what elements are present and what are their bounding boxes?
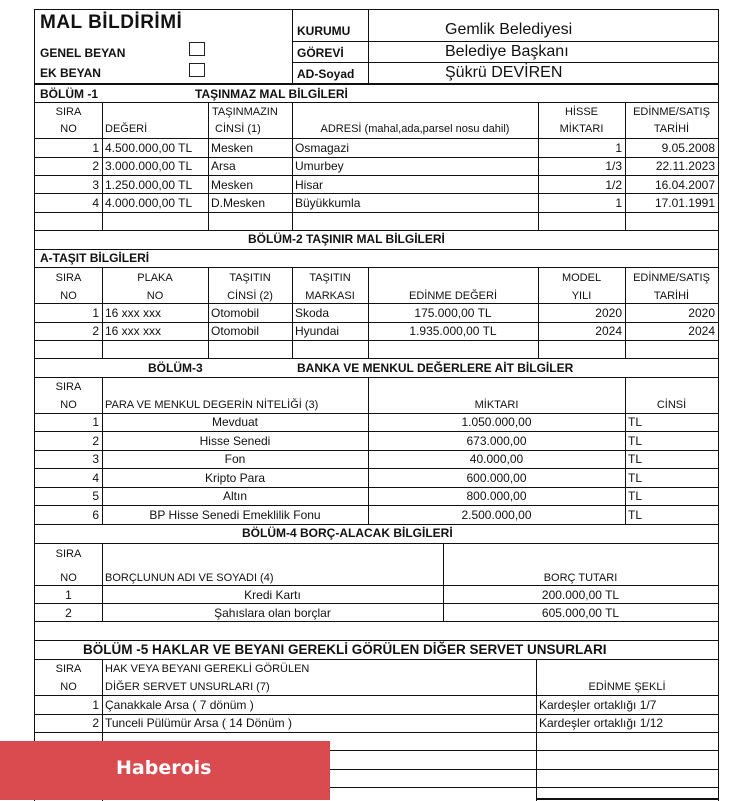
b2-row-no: 2 (92, 324, 99, 338)
b1-row-cinsi: D.Mesken (211, 196, 266, 210)
tasit-subtitle: A-TAŞIT BİLGİLERİ (40, 251, 150, 265)
kurumu-value: Gemlik Belediyesi (445, 21, 573, 38)
ek-beyan-label: EK BEYAN (40, 66, 101, 80)
b2-row-model: 2020 (595, 306, 622, 320)
b3-row-no: 2 (92, 434, 99, 448)
b1-row-no: 3 (92, 178, 99, 192)
b2-marka-header-1: TAŞITIN (309, 272, 351, 284)
genel-beyan-label: GENEL BEYAN (40, 46, 126, 60)
b5-row-no: 1 (92, 698, 99, 712)
gorevi-value: Belediye Başkanı (445, 43, 569, 60)
b3-no-header: NO (60, 399, 77, 411)
b2-row-plaka: 16 xxx xxx (105, 306, 162, 320)
b2-deger-header: EDİNME DEĞERİ (408, 290, 497, 302)
b2-tarih-header-2: TARİHİ (653, 290, 690, 302)
b1-row-tarih: 16.04.2007 (654, 178, 715, 192)
b2-marka-header-2: MARKASI (305, 290, 355, 302)
b5-sira-header: SIRA (55, 663, 82, 675)
bolum5-title: BÖLÜM -5 HAKLAR VE BEYANI GEREKLİ GÖRÜLEN DİĞER SERVET UNSURLARI (83, 642, 607, 657)
b2-row-marka: Hyundai (295, 324, 340, 338)
b3-row-nitelik: Fon (224, 452, 246, 466)
bolum3-title: BANKA VE MENKUL DEĞERLERE AİT BİLGİLER (297, 361, 574, 375)
b1-row-cinsi: Mesken (211, 178, 254, 192)
b3-row-no: 6 (92, 508, 99, 522)
b1-no-header: NO (60, 123, 77, 135)
b4-tutar-header: BORÇ TUTARI (543, 572, 618, 584)
b3-row-cinsi: TL (628, 415, 643, 429)
b1-row-degeri: 4.500.000,00 TL (105, 141, 193, 155)
form-title: MAL BİLDİRİMİ (40, 12, 183, 33)
b2-model-header-2: YILI (571, 290, 592, 302)
b5-row-sekil: Kardeşler ortaklığı 1/7 (539, 698, 657, 712)
b2-plaka-header-1: PLAKA (137, 272, 173, 284)
b2-row-marka: Skoda (295, 306, 330, 320)
b5-row-hak: Tunceli Pülümür Arsa ( 14 Dönüm ) (105, 716, 292, 730)
b3-row-no: 3 (92, 452, 99, 466)
b3-row-nitelik: BP Hisse Senedi Emeklilik Fonu (149, 508, 321, 522)
haberois-watermark (0, 741, 330, 800)
b5-hak-header-2: DİĞER SERVET UNSURLARI (7) (105, 681, 270, 693)
b2-row-model: 2024 (595, 324, 622, 338)
ek-beyan-checkbox[interactable] (189, 63, 205, 77)
b3-row-miktar: 40.000,00 (469, 452, 524, 466)
b3-row-cinsi: TL (628, 489, 643, 503)
b2-row-cinsi: Otomobil (211, 306, 260, 320)
b3-row-nitelik: Altın (222, 489, 247, 503)
b5-hak-header-1: HAK VEYA BEYANI GEREKLİ GÖRÜLEN (105, 663, 310, 675)
b3-row-cinsi: TL (628, 508, 643, 522)
b2-plaka-header-2: NO (146, 290, 164, 302)
b1-row-no: 2 (92, 159, 99, 173)
bolum1-title: TAŞINMAZ MAL BİLGİLERİ (195, 87, 348, 101)
b2-row-cinsi: Otomobil (211, 324, 260, 338)
b3-row-cinsi: TL (628, 434, 643, 448)
b1-row-tarih: 9.05.2008 (661, 141, 715, 155)
b1-row-tarih: 22.11.2023 (655, 159, 715, 173)
ad-soyad-value: Şükrü DEVİREN (445, 64, 563, 81)
b2-row-plaka: 16 xxx xxx (105, 324, 162, 338)
b2-cinsi-header-1: TAŞITIN (229, 272, 271, 284)
bolum1-code: BÖLÜM -1 (40, 87, 98, 101)
b1-row-adresi: Osmagazi (295, 141, 350, 155)
b3-row-miktar: 673.000,00 (466, 434, 527, 448)
b2-tarih-header-1: EDİNME/SATIŞ (633, 272, 710, 284)
b1-adresi-header: ADRESİ (mahal,ada,parsel nosu dahil) (320, 123, 510, 135)
b4-row-no: 1 (65, 588, 72, 602)
gorevi-label: GÖREVİ (297, 46, 344, 60)
b2-row-no: 1 (92, 306, 99, 320)
b1-cinsi-header-1: TAŞINMAZIN (212, 106, 278, 118)
b1-row-tarih: 17.01.1991 (654, 196, 715, 210)
b1-row-hisse: 1/2 (605, 178, 622, 192)
b1-hisse-header-1: HİSSE (564, 106, 598, 118)
b5-no-header: NO (60, 681, 77, 693)
b1-tarih-header-1: EDİNME/SATIŞ (633, 106, 710, 118)
b1-row-degeri: 4.000.000,00 TL (105, 196, 193, 210)
b5-row-hak: Çanakkale Arsa ( 7 dönüm ) (105, 698, 254, 712)
b2-model-header-1: MODEL (561, 272, 602, 284)
b2-row-deger: 175.000,00 TL (414, 306, 492, 320)
b2-row-deger: 1.935.000,00 TL (409, 324, 497, 338)
b2-row-tarih: 2020 (688, 306, 715, 320)
b1-cinsi-header-2: CİNSİ (1) (215, 123, 261, 135)
b1-row-no: 4 (92, 196, 99, 210)
b5-sekil-header: EDİNME ŞEKLİ (588, 681, 666, 693)
b1-degeri-header: DEĞERİ (105, 123, 148, 135)
b3-row-cinsi: TL (628, 471, 643, 485)
b1-row-adresi: Büyükkumla (295, 196, 361, 210)
b2-no-header: NO (60, 290, 77, 302)
bolum2-title: BÖLÜM-2 TAŞINIR MAL BİLGİLERİ (248, 232, 445, 246)
b3-row-nitelik: Hisse Senedi (199, 434, 271, 448)
kurumu-label: KURUMU (297, 24, 351, 38)
haberois-logo-text: Haberois (116, 757, 212, 779)
b3-row-no: 4 (92, 471, 99, 485)
b1-row-hisse: 1 (615, 141, 622, 155)
b3-row-cinsi: TL (628, 452, 643, 466)
b1-sira-header: SIRA (55, 106, 82, 118)
b2-sira-header: SIRA (55, 272, 82, 284)
bolum4-title: BÖLÜM-4 BORÇ-ALACAK BİLGİLERİ (242, 526, 453, 540)
b3-row-nitelik: Kripto Para (204, 471, 266, 485)
b4-row-tutar: 200.000,00 TL (541, 588, 620, 602)
b1-row-hisse: 1/3 (605, 159, 622, 173)
b4-row-borclu: Kredi Kartı (244, 588, 301, 602)
b3-row-miktar: 2.500.000,00 (461, 508, 532, 522)
b1-row-adresi: Hisar (295, 178, 324, 192)
b3-row-no: 5 (92, 489, 99, 503)
b1-row-adresi: Umurbey (295, 159, 344, 173)
b1-row-hisse: 1 (615, 196, 622, 210)
b1-tarih-header-2: TARİHİ (653, 123, 690, 135)
b5-row-no: 2 (92, 716, 99, 730)
ad-soyad-label: AD-Soyad (297, 67, 355, 81)
b4-row-borclu: Şahıslara olan borçlar (214, 606, 331, 620)
bolum3-code: BÖLÜM-3 (148, 361, 203, 375)
b5-row-sekil: Kardeşler ortaklığı 1/12 (539, 716, 664, 730)
asset-declaration-form (34, 9, 719, 801)
b1-row-cinsi: Arsa (211, 159, 236, 173)
b4-no-header: NO (60, 572, 77, 584)
b4-row-tutar: 605.000,00 TL (541, 606, 620, 620)
b3-nitelik-header: PARA VE MENKUL DEGERİN NİTELİĞİ (3) (105, 399, 319, 411)
b2-cinsi-header-2: CİNSİ (2) (227, 290, 273, 302)
b3-row-nitelik: Mevduat (211, 415, 259, 429)
b3-cinsi-header: CİNSİ (656, 399, 687, 411)
b4-borclu-header: BORÇLUNUN ADI VE SOYADI (4) (105, 572, 274, 584)
b3-row-miktar: 1.050.000,00 (461, 415, 532, 429)
b2-row-tarih: 2024 (688, 324, 715, 338)
b4-sira-header: SIRA (55, 548, 82, 560)
b3-row-miktar: 800.000,00 (466, 489, 527, 503)
b1-row-degeri: 1.250.000,00 TL (105, 178, 193, 192)
b3-miktari-header: MİKTARI (474, 399, 519, 411)
b1-row-no: 1 (92, 141, 99, 155)
b1-row-degeri: 3.000.000,00 TL (105, 159, 193, 173)
b1-row-cinsi: Mesken (211, 141, 254, 155)
b4-row-no: 2 (65, 606, 72, 620)
b3-sira-header: SIRA (55, 381, 82, 393)
b3-row-no: 1 (92, 415, 99, 429)
genel-beyan-checkbox[interactable] (189, 42, 205, 56)
b3-row-miktar: 600.000,00 (466, 471, 527, 485)
b1-hisse-header-2: MİKTARI (559, 123, 604, 135)
